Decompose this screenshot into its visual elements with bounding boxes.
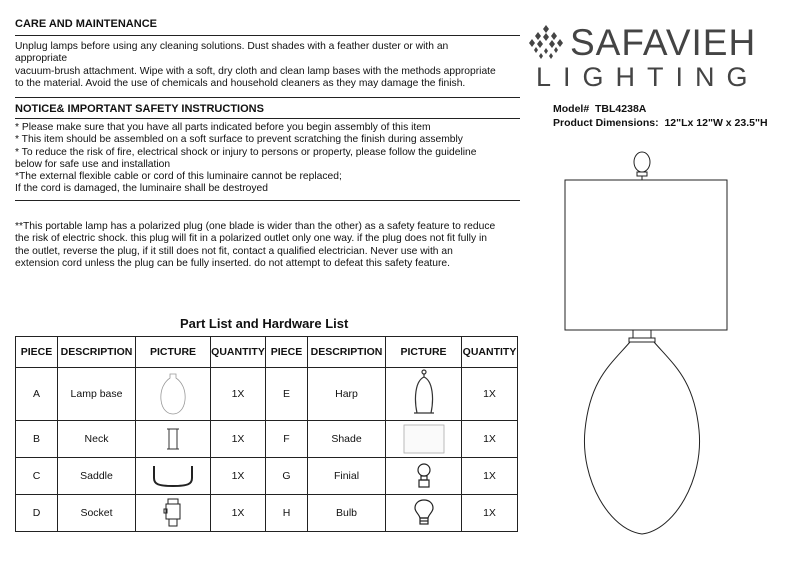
description-cell: Lamp base — [58, 368, 136, 421]
picture-cell — [136, 458, 211, 495]
description-cell: Finial — [308, 458, 386, 495]
dimensions-label: Product Dimensions: — [553, 117, 659, 129]
plug-line: extension cord unless the plug can be fully inserted. do not attempt to defeat this safety feature. — [15, 257, 451, 269]
piece-cell: D — [16, 495, 58, 532]
description-cell: Socket — [58, 495, 136, 532]
picture-cell — [136, 421, 211, 458]
piece-cell: H — [266, 495, 308, 532]
table-row — [16, 458, 518, 495]
quantity-cell: 1X — [462, 495, 518, 532]
piece-cell: G — [266, 458, 308, 495]
care-line: to the material. Avoid the use of chemicals and household cleaners as they may damage the finish. — [15, 77, 466, 89]
notice-line: * Please make sure that you have all parts indicated before you begin assembly of this item — [15, 122, 431, 133]
notice-text — [15, 122, 477, 196]
plug-line: the risk of electric shock. this plug will fit in a polarized outlet only one way. if the plug does not fit fully in — [15, 233, 487, 245]
notice-line: If the cord is damaged, the luminaire shall be destroyed — [15, 183, 268, 195]
description-cell: Neck — [58, 421, 136, 458]
neck-icon — [166, 426, 180, 452]
plug-note — [15, 221, 495, 270]
plug-line: **This portable lamp has a polarized plug (one blade is wider than the other) as a safety feature to reduce — [15, 221, 496, 232]
care-line: vacuum-brush attachment. Wipe with a soft, dry cloth and clean lamp bases with the methods appropriate — [15, 65, 496, 77]
picture-cell — [386, 495, 462, 532]
piece-cell: C — [16, 458, 58, 495]
picture-cell — [386, 368, 462, 421]
piece-cell: F — [266, 421, 308, 458]
picture-cell — [136, 368, 211, 421]
description-cell: Shade — [308, 421, 386, 458]
piece-cell: B — [16, 421, 58, 458]
description-cell: Bulb — [308, 495, 386, 532]
parts-title: Part List and Hardware List — [180, 316, 349, 331]
notice-line: below for safe use and installation — [15, 158, 171, 170]
care-rule — [15, 35, 520, 36]
notice-rule — [15, 118, 520, 119]
harp-icon — [409, 369, 439, 419]
quantity-cell: 1X — [462, 458, 518, 495]
header-cell: PICTURE — [136, 337, 211, 368]
saddle-icon — [150, 462, 196, 490]
notice-line: * This item should be assembled on a soft surface to prevent scratching the finish during assembly — [15, 134, 463, 146]
piece-cell: E — [266, 368, 308, 421]
picture-cell — [386, 421, 462, 458]
table-row — [16, 495, 518, 532]
table-header-row — [16, 337, 518, 368]
shade-icon — [402, 423, 446, 455]
care-line: Unplug lamps before using any cleaning solutions. Dust shades with a feather duster or with an — [15, 41, 449, 52]
header-cell: PICTURE — [386, 337, 462, 368]
notice-bottom-rule — [15, 200, 520, 201]
dimensions-value: 12"Lx 12"W x 23.5"H — [664, 117, 768, 129]
header-cell: QUANTITY — [211, 337, 266, 368]
description-cell: Saddle — [58, 458, 136, 495]
dimensions-spec — [553, 117, 768, 129]
header-cell: DESCRIPTION — [308, 337, 386, 368]
model-value: TBL4238A — [595, 103, 647, 115]
model-label: Model# — [553, 103, 590, 115]
care-text — [15, 41, 496, 90]
table-row — [16, 421, 518, 458]
bulb-icon — [413, 498, 435, 528]
header-cell: DESCRIPTION — [58, 337, 136, 368]
finial-icon — [414, 462, 434, 490]
quantity-cell: 1X — [211, 421, 266, 458]
care-title: CARE AND MAINTENANCE — [15, 18, 157, 30]
brand-name: SAFAVIEH — [570, 22, 757, 63]
quantity-cell: 1X — [462, 368, 518, 421]
notice-line: *The external flexible cable or cord of this luminaire cannot be replaced; — [15, 171, 342, 183]
notice-line: * To reduce the risk of fire, electrical shock or injury to persons or property, please follow the guideline — [15, 146, 477, 158]
brand-logo — [528, 22, 793, 92]
socket-icon — [163, 498, 183, 528]
model-spec — [553, 103, 646, 115]
quantity-cell: 1X — [462, 421, 518, 458]
brand-sub: LIGHTING — [536, 62, 760, 92]
picture-cell — [386, 458, 462, 495]
quantity-cell: 1X — [211, 495, 266, 532]
lamp-base-icon — [158, 372, 188, 416]
piece-cell: A — [16, 368, 58, 421]
lamp-drawing — [560, 150, 760, 555]
quantity-cell: 1X — [211, 458, 266, 495]
header-cell: PIECE — [266, 337, 308, 368]
notice-title: NOTICE& IMPORTANT SAFETY INSTRUCTIONS — [15, 103, 264, 115]
parts-table — [15, 336, 518, 532]
header-cell: QUANTITY — [462, 337, 518, 368]
notice-top-rule — [15, 97, 520, 98]
care-line: appropriate — [15, 53, 68, 65]
chandelier-icon — [528, 25, 564, 61]
table-row — [16, 368, 518, 421]
header-cell: PIECE — [16, 337, 58, 368]
quantity-cell: 1X — [211, 368, 266, 421]
picture-cell — [136, 495, 211, 532]
plug-line: the outlet, reverse the plug, if it still does not fit, contact a qualified electrician. Never use with an — [15, 245, 453, 257]
description-cell: Harp — [308, 368, 386, 421]
